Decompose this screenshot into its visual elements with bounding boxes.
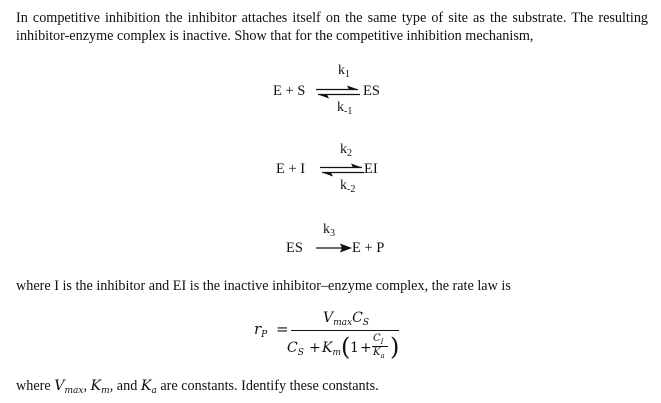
reactant-e-plus-s: E + S: [273, 83, 306, 99]
fraction-bar: [291, 330, 399, 331]
product-ei: EI: [364, 161, 378, 177]
rate-lhs: $r_P$: [254, 320, 268, 340]
final-sentence: where $V_{max}$, $K_m$, and $K_a$ are constants. Identify these constants.: [16, 378, 379, 396]
intro-paragraph: In competitive inhibition the inhibitor attaches itself on the same type of site as the substrate. The resulting inhibitor-enzyme complex is inactive. Show that for the competitive inhibition mechanism,: [16, 10, 648, 44]
left-paren: (: [341, 333, 351, 361]
rate-law-intro: where I is the inhibitor and EI is the inactive inhibitor–enzyme complex, the rate law is: [16, 278, 511, 294]
product-es: ES: [363, 83, 380, 99]
k1-label: $k_1$: [338, 63, 350, 80]
right-paren: ): [390, 333, 400, 361]
vmax-symbol: $V_{max}$: [54, 378, 84, 396]
km-symbol: $K_m$: [90, 378, 110, 396]
plus-sign: +: [309, 340, 321, 356]
forward-arrow-icon: [314, 242, 354, 254]
reactant-es: ES: [286, 240, 303, 256]
ka-symbol: $K_a$: [140, 378, 157, 396]
denominator-cs: $C_S$: [287, 340, 304, 358]
product-e-plus-p: E + P: [352, 240, 385, 256]
inner-frac-num: $C_I$: [373, 333, 384, 346]
equilibrium-arrow-icon: [318, 163, 366, 177]
denominator-km: $K_m$: [322, 340, 342, 358]
inner-plus: +: [360, 340, 372, 356]
equals-sign: =: [276, 320, 289, 338]
k2-label: $k_2$: [340, 142, 352, 159]
k-minus1-label: $k_{-1}$: [337, 100, 353, 117]
equilibrium-arrow-icon: [314, 85, 362, 99]
k3-label: $k_3$: [323, 222, 335, 239]
numerator: $V_{max}C_S$: [323, 310, 369, 328]
reactant-e-plus-i: E + I: [276, 161, 306, 177]
inner-frac-den: $K_a$: [373, 347, 385, 360]
one: 1: [350, 340, 359, 356]
k-minus2-label: $k_{-2}$: [340, 178, 356, 195]
